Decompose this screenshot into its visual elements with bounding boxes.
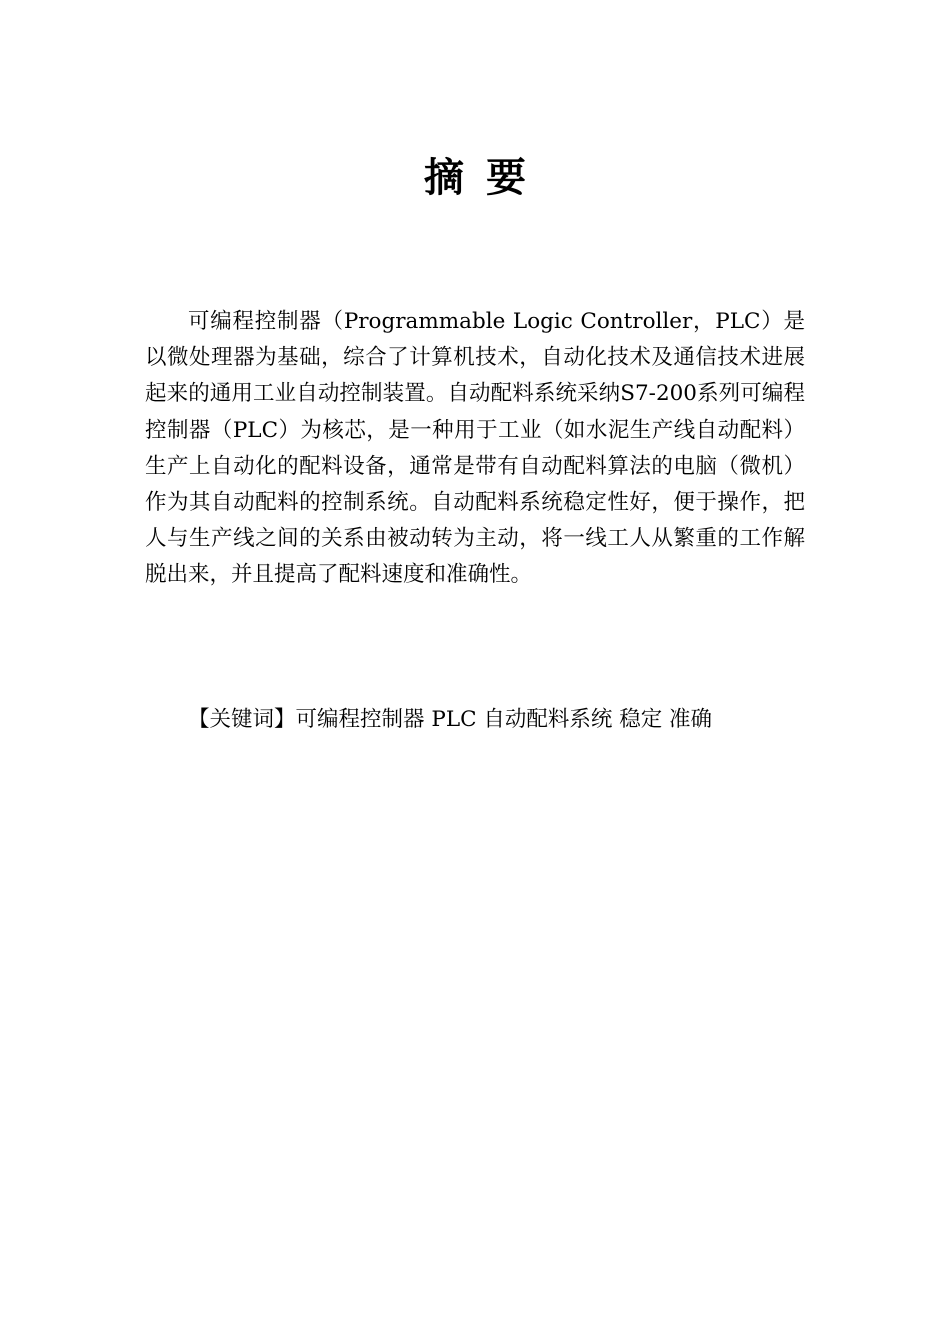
keywords-line [145,702,805,738]
abstract-paragraph: 可编程控制器（Programmable Logic Controller，PLC）是以微处理器为基础，综合了计算机技术，自动化技术及通信技术进展起来的通用工业自动控制装置。自动配料系统采纳S7-200系列可编程控制器（PLC）为核芯，是一种用于工业（如水泥生产线自动配料）生产上自动化的配料设备，通常是带有自动配料算法的电脑（微机）作为其自动配料的控制系统。自动配料系统稳定性好，便于操作，把人与生产线之间的关系由被动转为主动，将一线工人从繁重的工作解脱出来，并且提高了配料速度和准确性。 [145,309,805,588]
abstract-title: 摘要 [424,155,548,201]
keywords-label: 【关键词】 [188,707,296,732]
keywords-text: 可编程控制器 PLC 自动配料系统 稳定 准确 [295,707,713,732]
